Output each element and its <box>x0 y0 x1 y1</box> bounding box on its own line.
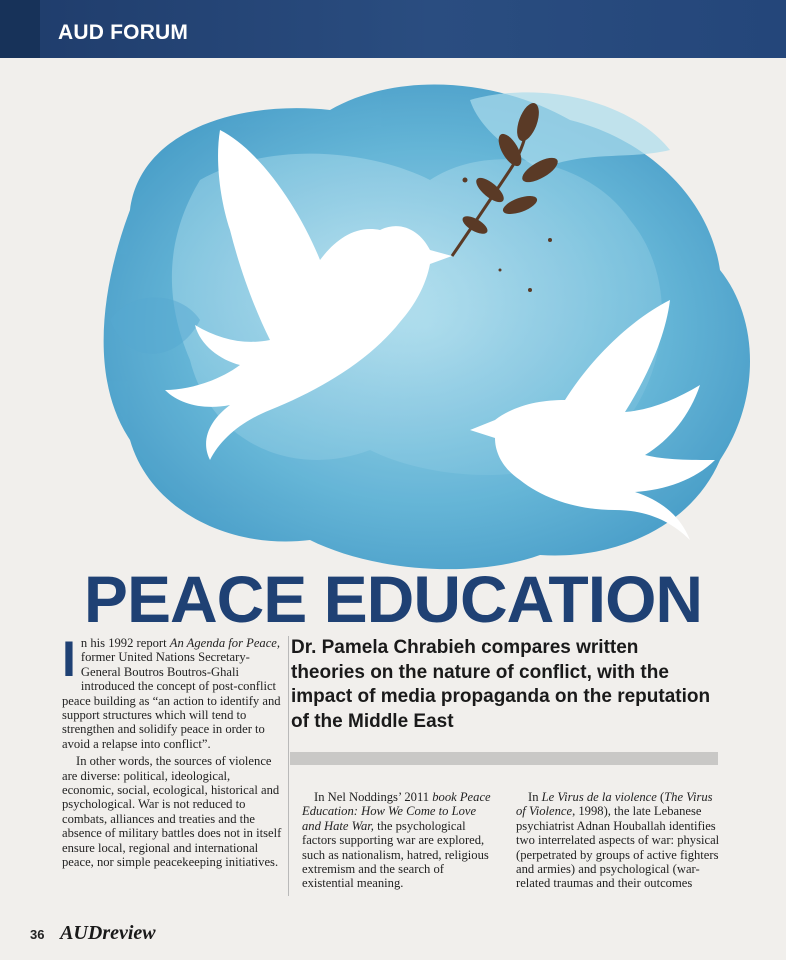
header-column-ornament <box>0 0 40 58</box>
intro-paragraph <box>62 631 282 751</box>
book-title: book Peace Education: How We Come to Love and Hate War, <box>302 790 491 833</box>
header-bar <box>0 0 786 58</box>
text-run: the psychological factors supporting war are explored, such as nationalism, hatred, religious extremism and the search of existential meaning. <box>302 818 489 891</box>
paragraph: In other words, the sources of violence are diverse: political, ideological, economic, social, ecological, historical and psychological. War is not reduced to combats, alliances and treaties and the absence of military battles does not in itself ensure local, regional and international peace, nor simple peacekeeping initiatives. <box>62 754 282 870</box>
standfirst: Dr. Pamela Chrabieh compares written theories on the nature of conflict, with the impact of media propaganda on the reputation of the Middle East <box>291 637 711 732</box>
page-footer <box>30 922 156 945</box>
hero-illustration <box>70 60 770 580</box>
book-title: Le Virus de la violence <box>541 790 657 804</box>
column-divider <box>288 636 289 896</box>
article-headline: PEACE EDUCATION <box>83 562 703 636</box>
text-run: n his 1992 report <box>80 636 170 650</box>
magazine-brand: AUDreview <box>60 922 156 944</box>
text-run: In Nel Noddings’ 2011 <box>314 790 433 804</box>
book-title-translation: The Virus of Violence <box>516 790 713 819</box>
text-run: ( <box>656 790 665 804</box>
text-run: In <box>528 790 542 804</box>
article-column-middle <box>302 790 498 891</box>
text-run: , 1998), the late Lebanese psychiatrist Adnan Houballah identifies two interrelated aspects of war: physical (perpetrated by groups of active fighters and armies) and psychological (war-related traumas and their outcomes <box>516 804 720 891</box>
paragraph <box>302 790 498 891</box>
section-title: AUD FORUM <box>58 21 189 44</box>
drop-cap: I <box>62 631 76 687</box>
divider-band <box>290 752 718 765</box>
report-title: An Agenda for Peace, <box>169 636 281 650</box>
page-number: 36 <box>30 927 45 942</box>
paragraph <box>516 790 724 891</box>
article-column-right <box>516 790 724 891</box>
article-column-left <box>62 631 282 873</box>
text-run: former United Nations Secretary-General Boutros Boutros-Ghali introduced the concept of post-conflict peace building as “an action to identify and support structures which will tend to strengthen and solidify peace in order to avoid a relapse into conflict”. <box>62 650 281 751</box>
